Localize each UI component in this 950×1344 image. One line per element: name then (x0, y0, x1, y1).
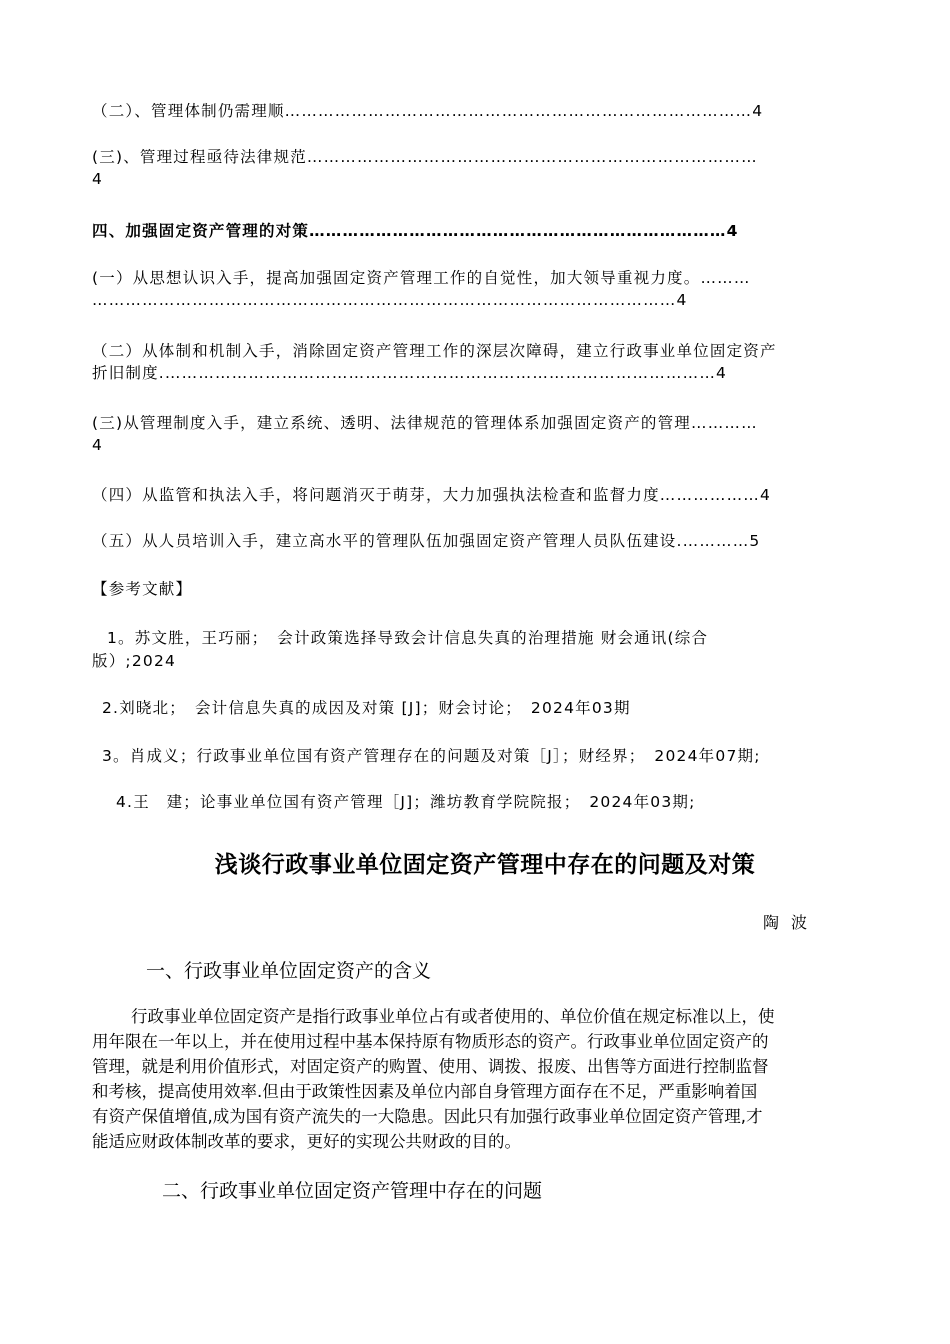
article-author: 陶波 (763, 913, 820, 932)
paragraph-line: 行政事业单位固定资产是指行政事业单位占有或者使用的、单位价值在规定标准以上，使 (131, 1007, 775, 1026)
toc-item-4-3[interactable] (92, 412, 880, 456)
reference-item-1: 1。苏文胜，王巧丽； 会计政策选择导致会计信息失真的治理措施 财会通讯(综合 (107, 629, 709, 647)
section-2-heading: 二、行政事业单位固定资产管理中存在的问题 (162, 1180, 543, 1202)
toc-item-2-2[interactable] (92, 100, 880, 122)
paragraph-line: 能适应财政体制改革的要求，更好的实现公共财政的目的。 (92, 1132, 521, 1151)
paragraph-line: 和考核，提高使用效率.但由于政策性因素及单位内部自身管理方面存在不足，严重影响着国 (92, 1082, 758, 1101)
article-title: 浅谈行政事业单位固定资产管理中存在的问题及对策 (214, 852, 756, 878)
toc-text: (一）从思想认识入手，提高加强固定资产管理工作的自觉性，加大领导重视力度。……… (92, 269, 751, 287)
references-heading: 【参考文献】 (92, 580, 193, 598)
reference-item-2: 2.刘晓北； 会计信息失真的成因及对策 [J]；财会讨论； 2024年03期 (102, 699, 631, 717)
toc-text: (三)、管理过程亟待法律规范……………………………………………………………………… (92, 148, 758, 166)
reference-item-1-continued: 版）;2024 (92, 652, 177, 670)
toc-text-continued: ……………………………………………………………………………………………4 (92, 291, 688, 309)
reference-item-4: 4.王 建；论事业单位国有资产管理［J]；潍坊教育学院院报； 2024年03期; (116, 793, 696, 811)
paragraph-line: 管理，就是利用价值形式，对固定资产的购置、使用、调拨、报废、出售等方面进行控制监督 (92, 1057, 769, 1076)
toc-item-4-5[interactable] (92, 530, 880, 552)
toc-item-4-1[interactable] (92, 267, 880, 311)
toc-page-number: 4 (92, 170, 104, 188)
paragraph-line: 用年限在一年以上，并在使用过程中基本保持原有物质形态的资产。行政事业单位固定资产的 (92, 1032, 769, 1051)
toc-text: （五）从人员培训入手，建立高水平的管理队伍加强固定资产管理人员队伍建设.…………5 (92, 532, 761, 550)
toc-section-4[interactable] (92, 220, 880, 242)
toc-item-2-3[interactable] (92, 146, 880, 190)
toc-text-continued: 折旧制度.………………………………………………………………………………………4 (92, 364, 728, 382)
toc-text: 四、加强固定资产管理的对策…………………………………………………………………4 (92, 222, 739, 240)
toc-text: （二）从体制和机制入手，消除固定资产管理工作的深层次障碍，建立行政事业单位固定资产 (92, 342, 777, 360)
reference-item-3: 3。肖成义；行政事业单位国有资产管理存在的问题及对策［J］；财经界； 2024年07期; (102, 747, 761, 765)
toc-text: （四）从监管和执法入手，将问题消灭于萌芽，大力加强执法检查和监督力度………………4 (92, 486, 772, 504)
toc-text: （二）、管理体制仍需理顺…………………………………………………………………………4 (92, 102, 764, 120)
section-1-heading: 一、行政事业单位固定资产的含义 (146, 960, 432, 982)
toc-item-4-2[interactable] (92, 340, 880, 384)
toc-item-4-4[interactable] (92, 484, 880, 506)
toc-page-number: 4 (92, 436, 104, 454)
paragraph-line: 有资产保值增值,成为国有资产流失的一大隐患。因此只有加强行政事业单位固定资产管理,才 (92, 1107, 763, 1126)
toc-text: (三)从管理制度入手，建立系统、透明、法律规范的管理体系加强固定资产的管理………… (92, 414, 758, 432)
